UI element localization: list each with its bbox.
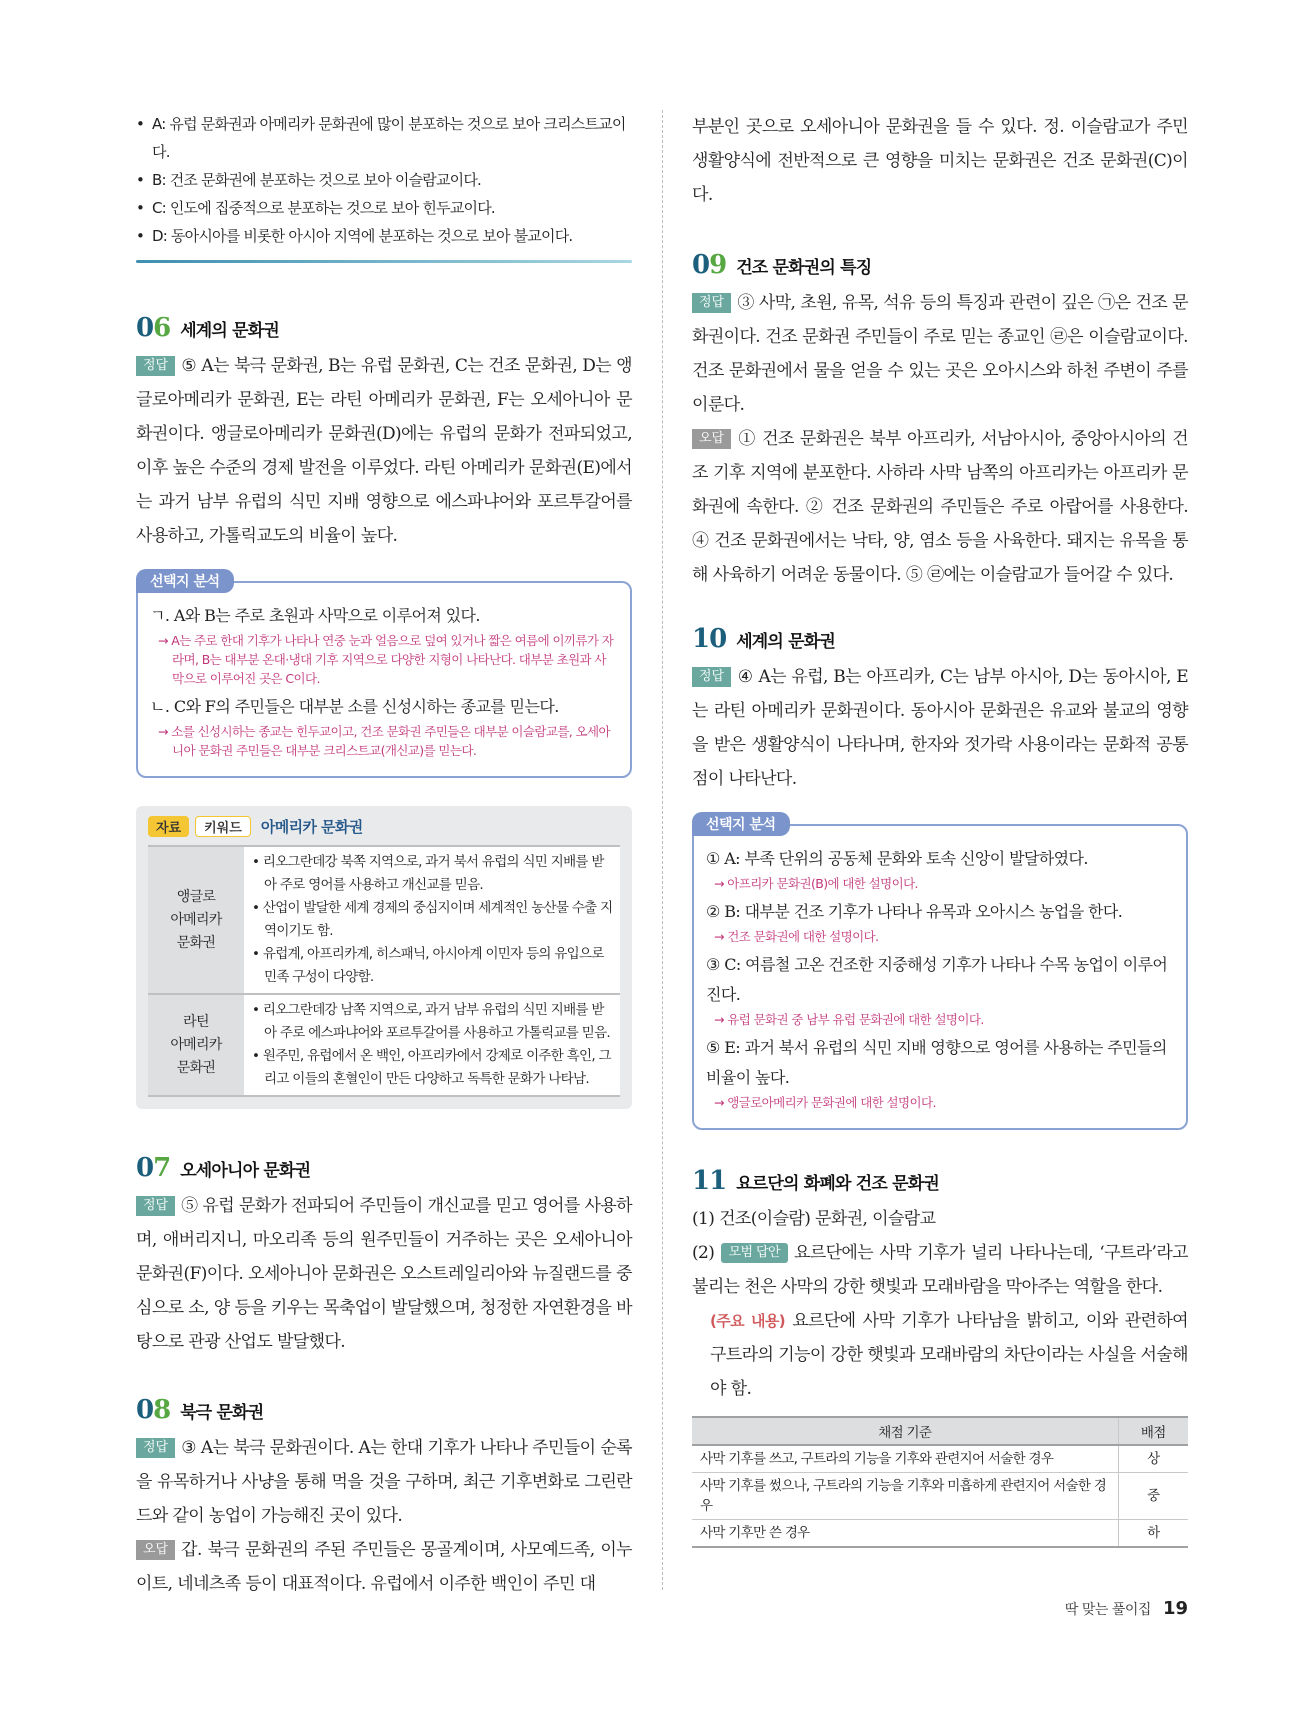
choice-explanation: → 유럽 문화권 중 남부 유럽 문화권에 대한 설명이다. bbox=[714, 1012, 984, 1027]
table-cell: 사막 기후를 쓰고, 구트라의 기능을 기후와 관련지어 서술한 경우 bbox=[692, 1445, 1118, 1473]
question-number: 06 bbox=[136, 313, 171, 343]
page-number: 19 bbox=[1162, 1598, 1188, 1619]
choice-explanation: → A는 주로 한대 기후가 나타나 연중 눈과 얼음으로 덮여 있거나 짧은 여름에 이끼류가 자라며, B는 대부분 온대·냉대 기후 지역으로 다양한 지형이 나타난다. 대부분 초원과 사막으로 이루어진 곳은 C이다. bbox=[158, 633, 614, 686]
choice-analysis-label: 선택지 분석 bbox=[136, 569, 234, 593]
model-answer-tag: 모범 답안 bbox=[721, 1243, 788, 1263]
answer-tag: 정답 bbox=[692, 293, 731, 313]
continued-text: 부분인 곳으로 오세아니아 문화권을 들 수 있다. 정. 이슬람교가 주민 생활양식에 전반적으로 큰 영향을 미치는 문화권은 건조 문화권(C)이다. bbox=[692, 117, 1188, 205]
question-header bbox=[136, 1395, 632, 1425]
question-header bbox=[136, 313, 632, 343]
wrong-answer-text: 오답 갑. 북극 문화권의 주된 주민들은 몽골계이며, 사모예드족, 이누이트, 네네츠족 등이 대표적이다. 유럽에서 이주한 백인이 주민 대 bbox=[136, 1540, 632, 1594]
choice-analysis-label: 선택지 분석 bbox=[692, 812, 790, 836]
column-divider bbox=[662, 110, 663, 1590]
answer-text: 정답 ③ 사막, 초원, 유목, 석유 등의 특징과 관련이 깊은 ㉠은 건조 문화권이다. 건조 문화권 주민들이 주로 믿는 종교인 ㉣은 이슬람교이다. 건조 문화권에서 물을 얻을 수 있는 곳은 오아시스와 하천 주변이 주를 이룬다. bbox=[692, 293, 1188, 415]
row-header: 앵글로 아메리카 문화권 bbox=[148, 846, 244, 994]
wrong-answer-text: 오답 ① 건조 문화권은 북부 아프리카, 서남아시아, 중앙아시아의 건조 기후 지역에 분포한다. 사하라 사막 남쪽의 아프리카는 아프리카 문화권에 속한다. ② 건조 문화권의 주민들은 주로 아랍어를 사용한다. ④ 건조 문화권에서는 낙타, 양, 염소 등을 사육한다. 돼지는 유목을 통해 사육하기 어려운 동물이다. ⑤ ㉣에는 이슬람교가 들어갈 수 있다. bbox=[692, 429, 1188, 585]
table-row bbox=[148, 994, 620, 1096]
question-header bbox=[692, 1166, 1188, 1196]
question-header bbox=[136, 1153, 632, 1183]
choice-explanation: → 소를 신성시하는 종교는 힌두교이고, 건조 문화권 주민들은 대부분 이슬람교를, 오세아니아 문화권 주민들은 대부분 크리스트교(개신교)를 믿는다. bbox=[158, 724, 610, 758]
question-title: 세계의 문화권 bbox=[180, 321, 280, 341]
choice-item: ⑤ E: 과거 북서 유럽의 식민 지배 영향으로 영어를 사용하는 주민들의 비율이 높다. bbox=[706, 1038, 1167, 1087]
keyword-table bbox=[148, 845, 620, 1097]
answer-tag: 정답 bbox=[136, 1438, 175, 1458]
left-column bbox=[136, 110, 632, 1601]
question-header bbox=[692, 250, 1188, 280]
answer-text: 정답 ④ A는 유럽, B는 아프리카, C는 남부 아시아, D는 동아시아, E는 라틴 아메리카 문화권이다. 동아시아 문화권은 유교와 불교의 영향을 받은 생활양식이 나타나며, 한자와 젓가락 사용이라는 문화적 공통점이 나타난다. bbox=[692, 667, 1188, 789]
choice-analysis-box bbox=[692, 817, 1188, 1130]
keyword-title: 아메리카 문화권 bbox=[260, 818, 363, 836]
choice-explanation: → 건조 문화권에 대한 설명이다. bbox=[714, 929, 879, 944]
table-cell: 하 bbox=[1118, 1520, 1188, 1548]
question-title: 북극 문화권 bbox=[180, 1403, 264, 1423]
data-tag: 자료 bbox=[148, 816, 189, 837]
wrong-tag: 오답 bbox=[692, 429, 731, 449]
keyword-tag: 키워드 bbox=[195, 816, 251, 837]
column-header: 배점 bbox=[1118, 1417, 1188, 1445]
bullet-item: • A: 유럽 문화권과 아메리카 문화권에 많이 분포하는 것으로 보아 크리스트교이다. bbox=[136, 110, 632, 166]
answer-tag: 정답 bbox=[136, 356, 175, 376]
answer-tag: 정답 bbox=[692, 667, 731, 687]
right-column bbox=[692, 110, 1188, 1548]
choice-item: ㄱ. A와 B는 주로 초원과 사막으로 이루어져 있다. bbox=[150, 606, 480, 625]
key-content-label: (주요 내용) bbox=[710, 1312, 786, 1330]
question-title: 세계의 문화권 bbox=[736, 632, 836, 652]
answer-text: 정답 ⑤ A는 북극 문화권, B는 유럽 문화권, C는 건조 문화권, D는 앵글로아메리카 문화권, E는 라틴 아메리카 문화권, F는 오세아니아 문화권이다. 앵글로아메리카 문화권(D)에는 유럽의 문화가 전파되었고, 이후 높은 수준의 경제 발전을 이루었다. 라틴 아메리카 문화권(E)에서는 과거 남부 유럽의 식민 지배 영향으로 에스파냐어와 포르투갈어를 사용하고, 가톨릭교도의 비율이 높다. bbox=[136, 356, 632, 546]
table-cell: 상 bbox=[1118, 1445, 1188, 1473]
table-row bbox=[692, 1520, 1188, 1548]
answer-text: 정답 ⑤ 유럽 문화가 전파되어 주민들이 개신교를 믿고 영어를 사용하며, 애버리지니, 마오리족 등의 원주민들이 거주하는 곳은 오세아니아 문화권(F)이다. 오세아니아 문화권은 오스트레일리아와 뉴질랜드를 중심으로 소, 양 등을 키우는 목축업이 발달했으며, 청정한 자연환경을 바탕으로 관광 산업도 발달했다. bbox=[136, 1196, 632, 1352]
answer-text: 정답 ③ A는 북극 문화권이다. A는 한대 기후가 나타나 주민들이 순록을 유목하거나 사냥을 통해 먹을 것을 구하며, 최근 기후변화로 그린란드와 같이 농업이 가능해진 곳이 있다. bbox=[136, 1438, 632, 1526]
row-content: • 리오그란데강 남쪽 지역으로, 과거 남부 유럽의 식민 지배를 받아 주로 에스파냐어와 포르투갈어를 사용하고 가톨릭교를 믿음. • 원주민, 유럽에서 온 백인, 아프리카에서 강제로 이주한 흑인, 그리고 이들의 혼혈인이 만든 다양하고 독특한 문화가 나타남. bbox=[244, 994, 620, 1096]
question-09 bbox=[692, 250, 1188, 592]
question-number: 08 bbox=[136, 1395, 171, 1425]
key-content: (주요 내용) 요르단에 사막 기후가 나타남을 밝히고, 이와 관련하여 구트라의 기능이 강한 햇빛과 모래바람의 차단이라는 사실을 서술해야 함. bbox=[710, 1311, 1188, 1399]
column-header: 채점 기준 bbox=[692, 1417, 1118, 1445]
table-cell: 중 bbox=[1118, 1473, 1188, 1520]
question-number: 07 bbox=[136, 1153, 171, 1183]
footer-text: 딱 맞는 풀이집 bbox=[1064, 1602, 1151, 1618]
bullet-list bbox=[136, 110, 632, 250]
question-title: 오세아니아 문화권 bbox=[180, 1161, 311, 1181]
row-header: 라틴 아메리카 문화권 bbox=[148, 994, 244, 1096]
question-07 bbox=[136, 1153, 632, 1359]
table-cell: 사막 기후만 쓴 경우 bbox=[692, 1520, 1118, 1548]
question-number: 11 bbox=[692, 1166, 727, 1196]
bullet-item: • C: 인도에 집중적으로 분포하는 것으로 보아 힌두교이다. bbox=[136, 194, 632, 222]
choice-item: ③ C: 여름철 고온 건조한 지중해성 기후가 나타나 수목 농업이 이루어진다. bbox=[706, 955, 1168, 1004]
choice-item: ① A: 부족 단위의 공동체 문화와 토속 신앙이 발달하였다. bbox=[706, 849, 1088, 868]
table-row bbox=[148, 846, 620, 994]
bullet-item: • D: 동아시아를 비롯한 아시아 지역에 분포하는 것으로 보아 불교이다. bbox=[136, 222, 632, 250]
answer-part-1: (1) 건조(이슬람) 문화권, 이슬람교 bbox=[692, 1209, 936, 1229]
question-number: 09 bbox=[692, 250, 727, 280]
row-content: • 리오그란데강 북쪽 지역으로, 과거 북서 유럽의 식민 지배를 받아 주로 영어를 사용하고 개신교를 믿음. • 산업이 발달한 세계 경제의 중심지이며 세계적인 농산물 수출 지역이기도 함. • 유럽계, 아프리카계, 히스패닉, 아시아계 이민자 등의 유입으로 민족 구성이 다양함. bbox=[244, 846, 620, 994]
question-11 bbox=[692, 1166, 1188, 1548]
question-number: 10 bbox=[692, 624, 727, 654]
choice-explanation: → 아프리카 문화권(B)에 대한 설명이다. bbox=[714, 876, 918, 891]
question-06 bbox=[136, 313, 632, 1109]
answer-part-2: (2) 모범 답안 요르단에는 사막 기후가 널리 나타나는데, ‘구트라’라고 불리는 천은 사막의 강한 햇빛과 모래바람을 막아주는 역할을 한다. bbox=[692, 1243, 1188, 1297]
question-08 bbox=[136, 1395, 632, 1601]
table-cell: 사막 기후를 썼으나, 구트라의 기능을 기후와 미흡하게 관련지어 서술한 경우 bbox=[692, 1473, 1118, 1520]
section-rule bbox=[136, 260, 632, 263]
question-header bbox=[692, 624, 1188, 654]
choice-analysis-box bbox=[136, 574, 632, 778]
answer-tag: 정답 bbox=[136, 1196, 175, 1216]
keyword-box bbox=[136, 806, 632, 1109]
bullet-item: • B: 건조 문화권에 분포하는 것으로 보아 이슬람교이다. bbox=[136, 166, 632, 194]
question-title: 요르단의 화폐와 건조 문화권 bbox=[736, 1174, 940, 1194]
choice-explanation: → 앵글로아메리카 문화권에 대한 설명이다. bbox=[714, 1095, 936, 1110]
table-header-row bbox=[692, 1417, 1188, 1445]
wrong-tag: 오답 bbox=[136, 1540, 175, 1560]
question-title: 건조 문화권의 특징 bbox=[736, 258, 872, 278]
grading-table bbox=[692, 1416, 1188, 1548]
keyword-header bbox=[148, 816, 620, 837]
table-row bbox=[692, 1445, 1188, 1473]
page-footer bbox=[1065, 1598, 1188, 1619]
table-row bbox=[692, 1473, 1188, 1520]
choice-item: ② B: 대부분 건조 기후가 나타나 유목과 오아시스 농업을 한다. bbox=[706, 902, 1123, 921]
choice-item: ㄴ. C와 F의 주민들은 대부분 소를 신성시하는 종교를 믿는다. bbox=[150, 697, 559, 716]
question-10 bbox=[692, 624, 1188, 1130]
